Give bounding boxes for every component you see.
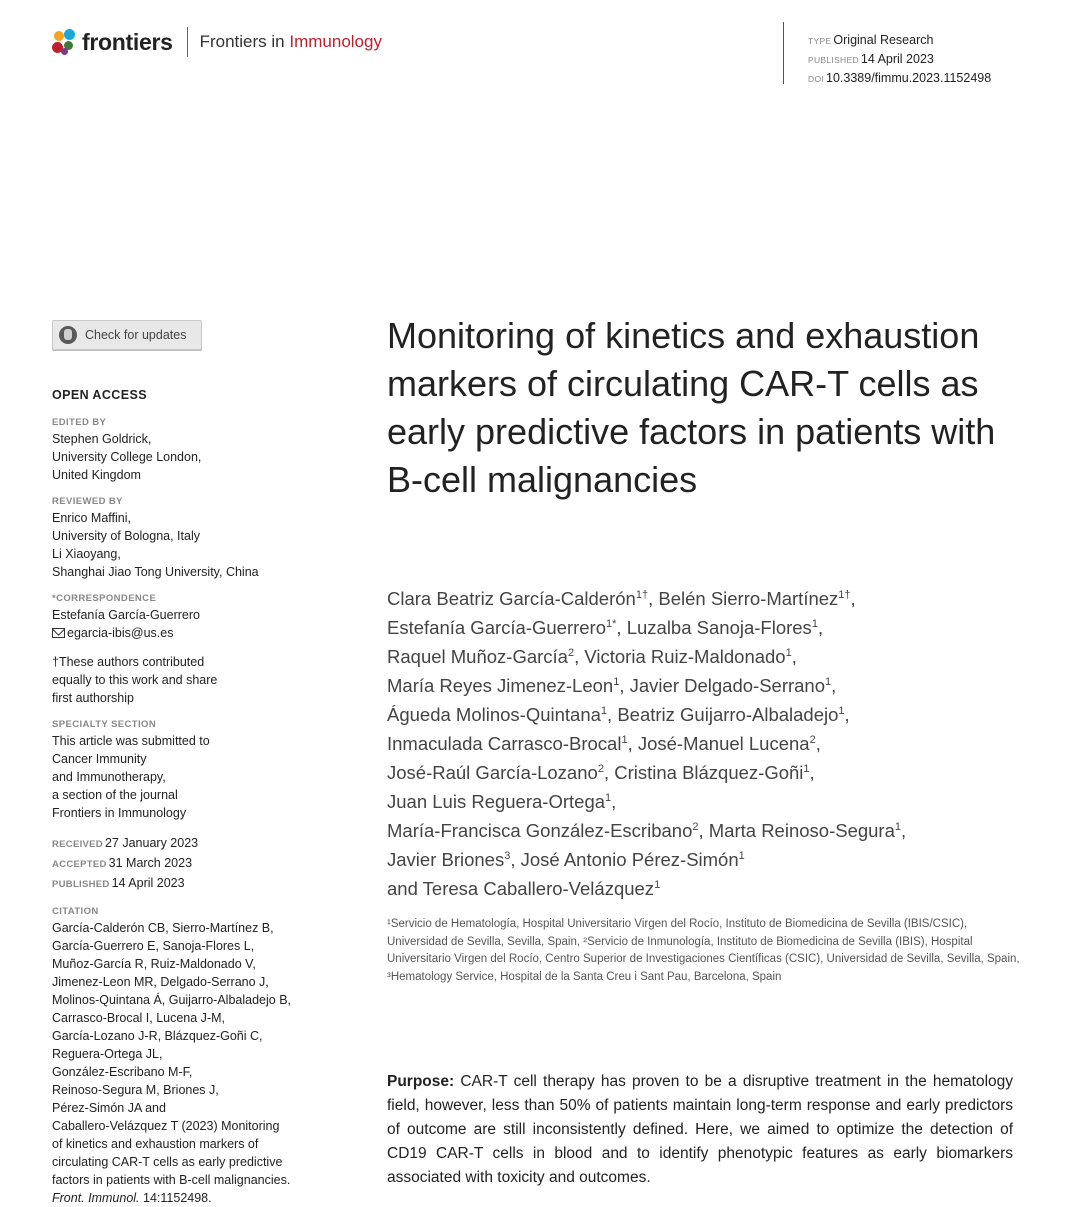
accepted-date: 31 March 2023 [108,856,193,870]
correspondence-email[interactable]: egarcia-ibis@us.es [67,626,174,640]
author-name[interactable]: María Reyes Jimenez-Leon$^1$ [387,675,620,696]
author-affiliation-marker: 2 [567,646,575,659]
author-name[interactable]: Inmaculada Carrasco-Brocal$^1$ [387,733,628,754]
abstract-purpose-label: Purpose: [387,1073,455,1090]
author-affiliation-marker: 1* [606,617,617,630]
author-name[interactable]: and Teresa Caballero-Velázquez$^1$ [387,878,661,899]
author-affiliation-marker: 1 [600,704,608,717]
reviewer-info: Enrico Maffini, University of Bologna, Italy Li Xiaoyang, Shanghai Jiao Tong University, China [52,511,259,579]
contribution-note: †These authors contributed equally to this work and share first authorship [52,655,218,705]
author-affiliation-marker: 1 [803,762,810,775]
author-name[interactable]: Águeda Molinos-Quintana$^1$ [387,704,608,725]
check-updates-label: Check for updates [85,328,187,342]
author-name[interactable]: Javier Briones$^3$ [387,849,511,870]
journal-name[interactable]: Frontiers in Immunology [199,32,382,51]
author-list: Clara Beatriz García-Calderón$^{1\dagger}$, Belén Sierro-Martínez$^{1\dagger}$, Estefanía García-Guerrero$^{1*}$, Luzalba Sanoja-Flores$^1$, Raquel Muñoz-García$^2$, Victoria Ruiz-Maldonado$^1$, María Reyes Jimenez-Leon$^1$, Javier Delgado-Serrano$^1$, Águeda Molinos-Quintana$^1$, Beatriz Guijarro-Albaladejo$^1$, Inmaculada Carrasco-Brocal$^1$, José-Manuel Lucena$^2$, José-Raúl García-Lozano$^2$, Cristina Blázquez-Goñi$^1$, Juan Luis Reguera-Ortega$^1$, María-Francisca González-Escribano$^2$, Marta Reinoso-Segura$^1$, Javier Briones$^3$, José Antonio Pérez-Simón$^1$ and Teresa Caballero-Velázquez$^1$ [387,588,907,899]
author-name[interactable]: José-Manuel Lucena$^2$ [637,733,816,754]
article-meta: TYPE Original Research PUBLISHED 14 April 2023 DOI 10.3389/fimmu.2023.1152498 [808,33,992,85]
author-affiliation-marker: 2 [692,820,699,833]
published-date: 14 April 2023 [860,52,934,66]
meta-divider [783,22,784,84]
citation-label: CITATION [52,906,99,917]
specialty-section-label: SPECIALTY SECTION [52,719,157,730]
journal-header [52,22,382,62]
author-name[interactable]: José Antonio Pérez-Simón$^1$ [520,849,745,870]
author-name[interactable]: Raquel Muñoz-García$^2$ [387,646,575,667]
doi-link[interactable]: 10.3389/fimmu.2023.1152498 [826,71,992,85]
author-name[interactable]: José-Raúl García-Lozano$^2$ [387,762,604,783]
article-dates: RECEIVED 27 January 2023 ACCEPTED 31 March 2023 PUBLISHED 14 April 2023 [52,836,199,890]
author-affiliation-marker: 1† [635,588,649,601]
author-name[interactable]: Belén Sierro-Martínez$^{1\dagger}$ [658,588,851,609]
author-affiliation-marker: 1 [785,646,792,659]
affiliations: ¹Servicio de Hematología, Hospital Universitario Virgen del Rocío, Instituto de Biomedicina de Sevilla (IBIS/CSIC), Universidad de Sevilla, Sevilla, Spain, ²Servicio de Inmunología, Instituto de Biomedicina de Sevilla (IBIS), Hospital Universitario Virgen del Rocío, Centro Superior de Investigaciones Científicas (CSIC), Universidad de Sevilla, Sevilla, Spain, ³Hematology Service, Hospital de la Santa Creu i Sant Pau, Barcelona, Spain [387,918,1020,983]
received-date: 27 January 2023 [104,836,199,850]
author-affiliation-marker: 1 [605,791,612,804]
abstract-purpose-text: CAR-T cell therapy has proven to be a disruptive treatment in the hematology field, however, less than 50% of patients maintain long-term response and early predictors of outcome are still inconsistently defined. Here, we aimed to optimize the detection of CD19 CAR-T cells in blood and to identify phenotypic features as early biomarkers associated with toxicity and outcomes. [387,1073,1014,1186]
article-type: Original Research [833,33,934,47]
author-affiliation-marker: 1† [838,588,851,601]
author-affiliation-marker: 2 [597,762,604,775]
author-name[interactable]: Luzalba Sanoja-Flores$^1$ [626,617,818,638]
abstract-purpose [387,1070,1013,1190]
correspondence-email-row [52,624,342,642]
correspondence-label: *CORRESPONDENCE [52,593,157,604]
article-sidebar [52,386,342,1207]
author-affiliation-marker: 1 [838,704,845,717]
author-name[interactable]: Estefanía García-Guerrero$^{1*}$ [387,617,617,638]
crossmark-icon [59,326,77,344]
citation-text: García-Calderón CB, Sierro-Martínez B, García-Guerrero E, Sanoja-Flores L, Muñoz-García R, Ruiz-Maldonado V, Jimenez-Leon MR, Delgado-Serrano J, Molinos-Quintana Á, Guijarro-Albaladejo B, Carrasco-Brocal I, Lucena J-M, García-Lozano J-R, Blázquez-Goñi C, Reguera-Ortega JL, González-Escribano M-F, Reinoso-Segura M, Briones J, Pérez-Simón JA and Caballero-Velázquez T (2023) Monitoring of kinetics and exhaustion markers of circulating CAR-T cells as early predictive factors in patients with B-cell malignancies. [52,921,292,1187]
author-name[interactable]: Javier Delgado-Serrano$^1$ [629,675,832,696]
author-affiliation-marker: 1 [825,675,832,688]
author-name[interactable]: María-Francisca González-Escribano$^2$ [387,820,699,841]
reviewed-by-label: REVIEWED BY [52,496,123,507]
author-name[interactable]: Juan Luis Reguera-Ortega$^1$ [387,791,612,812]
edited-by-label: EDITED BY [52,417,107,428]
author-affiliation-marker: 1 [811,617,818,630]
mail-icon [52,628,65,638]
author-affiliation-marker: 2 [809,733,816,746]
article-title: Monitoring of kinetics and exhaustion markers of circulating CAR-T cells as early predictive factors in patients with B-cell malignancies [387,315,996,500]
author-name[interactable]: Cristina Blázquez-Goñi$^1$ [614,762,810,783]
open-access-label: OPEN ACCESS [52,388,147,402]
citation-ref: Front. Immunol. 14:1152498. [52,1191,212,1205]
author-name[interactable]: Victoria Ruiz-Maldonado$^1$ [584,646,792,667]
author-affiliation-marker: 1 [613,675,620,688]
header-divider [187,27,188,57]
frontiers-logo-icon [52,29,78,55]
correspondence-name: Estefanía García-Guerrero [52,608,200,622]
author-affiliation-marker: 1 [738,849,745,862]
author-affiliation-marker: 3 [504,849,511,862]
brand-name[interactable]: frontiers [82,28,173,55]
author-name[interactable]: Beatriz Guijarro-Albaladejo$^1$ [617,704,845,725]
sidebar-published-date: 14 April 2023 [111,876,185,890]
check-for-updates-button[interactable] [52,320,202,350]
editor-info: Stephen Goldrick, University College London, United Kingdom [52,432,202,482]
author-affiliation-marker: 1 [654,878,661,891]
author-name[interactable]: Clara Beatriz García-Calderón$^{1\dagger}$ [387,588,649,609]
specialty-section-text: This article was submitted to Cancer Immunity and Immunotherapy, a section of the journal Frontiers in Immunology [52,734,210,820]
author-name[interactable]: Marta Reinoso-Segura$^1$ [708,820,902,841]
author-affiliation-marker: 1 [894,820,902,833]
author-affiliation-marker: 1 [621,733,628,746]
